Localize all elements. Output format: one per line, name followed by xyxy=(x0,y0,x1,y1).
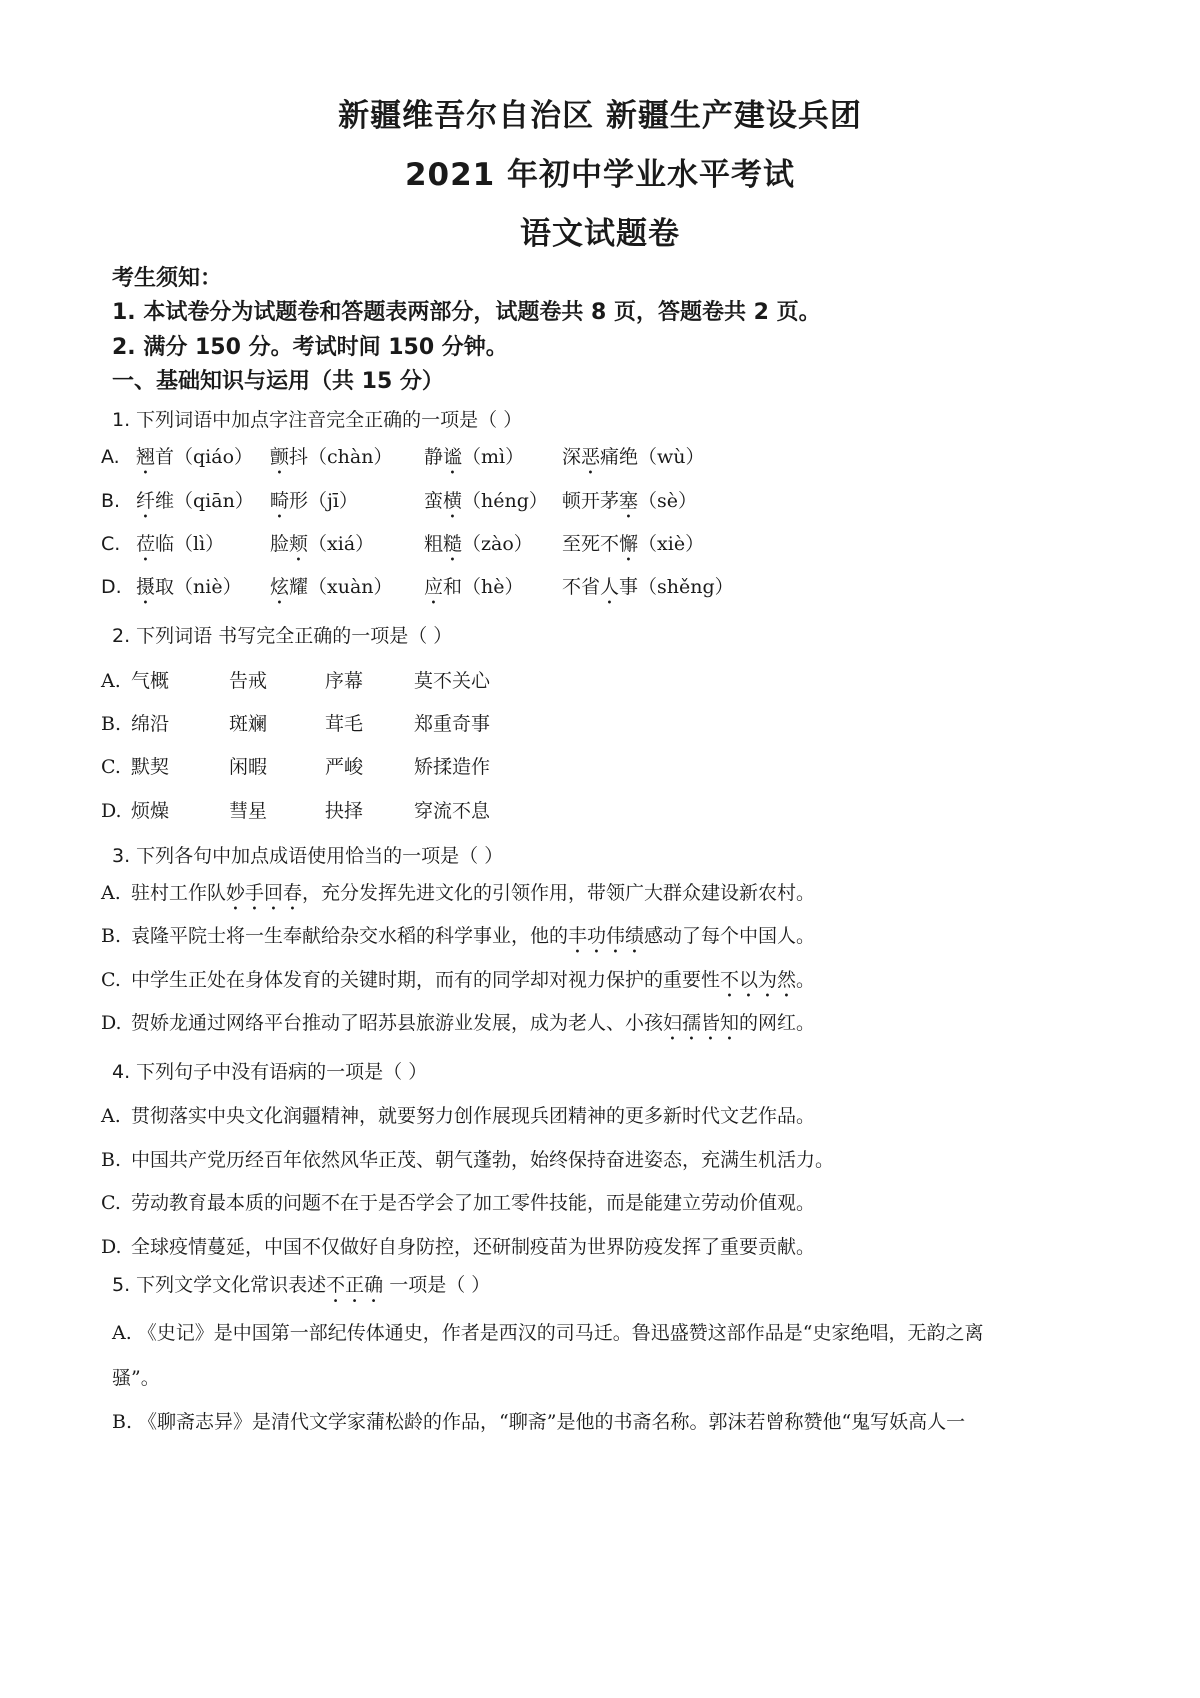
question-5-stem xyxy=(112,1270,490,1307)
question-1-option-word xyxy=(562,529,704,566)
emphasized-char: 横 xyxy=(443,490,463,512)
question-5-stem-post: 一项是（ ） xyxy=(383,1274,491,1296)
emphasized-char: 应 xyxy=(424,576,444,598)
question-1-option-letter: B. xyxy=(101,490,121,512)
emphasized-char: 人 xyxy=(600,576,620,598)
question-2-option-letter: C. xyxy=(101,756,121,778)
question-5-option-b-line-1: B. 《聊斋志异》是清代文学家蒲松龄的作品，“聊斋”是他的书斋名称。郭沫若曾称赞他“鬼写妖高人一 xyxy=(112,1411,966,1433)
emphasized-char: 炫 xyxy=(270,576,290,598)
word-prefix: 蛮 xyxy=(424,490,444,512)
word-suffix: 耀（xuàn） xyxy=(289,576,393,598)
question-3-option-letter: B. xyxy=(101,925,122,947)
emphasized-char: 糙 xyxy=(443,533,463,555)
question-4-stem xyxy=(112,1057,427,1087)
question-1-option-letter: D. xyxy=(101,576,122,598)
question-1-text: 1. 下列词语中加点字注音完全正确的一项是（ ） xyxy=(112,409,523,431)
question-2-option-word: 绵沿 xyxy=(131,713,170,735)
question-4-option-letter: B. xyxy=(101,1149,122,1171)
emphasized-char: 翘 xyxy=(136,446,156,468)
question-2-option-word: 斑斓 xyxy=(229,713,268,735)
sentence-suffix: 。 xyxy=(796,969,816,991)
question-1-option-word xyxy=(424,442,524,479)
emphasized-char: 懈 xyxy=(619,533,639,555)
question-2-option-word: 气概 xyxy=(131,670,170,692)
question-1-option-word xyxy=(270,486,358,523)
sentence-suffix: 的网红。 xyxy=(739,1012,816,1034)
question-1-option-word xyxy=(562,486,697,523)
sentence-prefix: 驻村工作队 xyxy=(131,882,227,904)
question-2-option-word: 抉择 xyxy=(325,800,364,822)
emphasized-char: 谧 xyxy=(443,446,463,468)
word-prefix: 粗 xyxy=(424,533,444,555)
sentence-prefix: 贺娇龙通过网络平台推动了昭苏县旅游业发展，成为老人、小孩 xyxy=(131,1012,664,1034)
question-3-option-text xyxy=(131,921,815,958)
question-1-option-word xyxy=(136,572,242,609)
word-suffix: （zào） xyxy=(462,533,533,555)
question-3-option-letter: C. xyxy=(101,969,121,991)
word-suffix: （mì） xyxy=(462,446,525,468)
emphasized-idiom: 妙手回春 xyxy=(226,882,303,904)
question-5-option-a-line-2: 骚”。 xyxy=(112,1367,160,1389)
word-suffix: 首（qiáo） xyxy=(155,446,254,468)
exam-title-subject: 语文试题卷 xyxy=(520,216,680,252)
emphasized-char: 恶 xyxy=(581,446,601,468)
question-4-text: 4. 下列句子中没有语病的一项是（ ） xyxy=(112,1061,428,1083)
question-3-option-text xyxy=(131,1008,815,1045)
sentence-suffix: 感动了每个中国人。 xyxy=(644,925,816,947)
notice-item-2: 2. 满分 150 分。考试时间 150 分钟。 xyxy=(112,335,508,360)
word-suffix: 痛绝（wù） xyxy=(600,446,705,468)
word-suffix: 取（niè） xyxy=(155,576,242,598)
word-suffix: （héng） xyxy=(462,490,548,512)
emphasized-idiom: 丰功伟绩 xyxy=(568,925,645,947)
question-1-option-word xyxy=(136,529,224,566)
emphasized-idiom: 妇孺皆知 xyxy=(663,1012,740,1034)
emphasized-char: 莅 xyxy=(136,533,156,555)
question-3-option-letter: A. xyxy=(101,882,121,904)
word-suffix: 形（jī） xyxy=(289,490,358,512)
word-prefix: 顿开茅 xyxy=(562,490,620,512)
exam-title-year: 2021 年初中学业水平考试 xyxy=(404,157,796,193)
question-2-option-word: 严峻 xyxy=(325,756,364,778)
question-3-option-text xyxy=(131,965,815,1002)
question-5-stem-pre: 5. 下列文学文化常识表述 xyxy=(112,1274,327,1296)
question-2-option-letter: D. xyxy=(101,800,122,822)
question-1-option-word xyxy=(136,486,254,523)
question-2-text: 2. 下列词语 书写完全正确的一项是（ ） xyxy=(112,625,453,647)
sentence-prefix: 中学生正处在身体发育的关键时期，而有的同学却对视力保护的重要性 xyxy=(131,969,721,991)
notice-item-1: 1. 本试卷分为试题卷和答题表两部分，试题卷共 8 页，答题卷共 2 页。 xyxy=(112,300,821,325)
question-1-option-word xyxy=(136,442,253,479)
sentence-prefix: 袁隆平院士将一生奉献给杂交水稻的科学事业，他的 xyxy=(131,925,569,947)
question-1-option-word xyxy=(424,486,548,523)
question-1-option-word xyxy=(270,529,374,566)
emphasized-char: 纤 xyxy=(136,490,156,512)
question-5-option-a-line-1: A. 《史记》是中国第一部纪传体通史，作者是西汉的司马迁。鲁迅盛赞这部作品是“史家绝唱，无韵之离 xyxy=(112,1322,984,1344)
question-4-option-text: 劳动教育最本质的问题不在于是否学会了加工零件技能，而是能建立劳动价值观。 xyxy=(131,1192,816,1214)
emphasized-char: 颤 xyxy=(270,446,290,468)
question-2-option-word: 序幕 xyxy=(325,670,364,692)
question-3-stem xyxy=(112,841,503,871)
question-2-option-letter: B. xyxy=(101,713,122,735)
question-1-option-word xyxy=(424,529,533,566)
word-suffix: （xiá） xyxy=(308,533,375,555)
question-2-option-word: 默契 xyxy=(131,756,170,778)
question-2-option-word: 莫不关心 xyxy=(414,670,491,692)
question-2-option-word: 穿流不息 xyxy=(414,800,491,822)
word-suffix: 临（lì） xyxy=(155,533,225,555)
emphasized-char: 颊 xyxy=(289,533,309,555)
question-3-text: 3. 下列各句中加点成语使用恰当的一项是（ ） xyxy=(112,845,504,867)
question-1-option-word xyxy=(270,442,392,479)
question-4-option-text: 全球疫情蔓延，中国不仅做好自身防控，还研制疫苗为世界防疫发挥了重要贡献。 xyxy=(131,1236,816,1258)
word-suffix: （sè） xyxy=(638,490,698,512)
emphasized-idiom: 不以为然 xyxy=(720,969,797,991)
question-4-option-letter: A. xyxy=(101,1105,121,1127)
question-2-option-word: 彗星 xyxy=(229,800,268,822)
question-2-option-word: 矫揉造作 xyxy=(414,756,491,778)
question-1-stem xyxy=(112,405,522,435)
question-4-option-letter: D. xyxy=(101,1236,122,1258)
question-1-option-word xyxy=(424,572,524,609)
question-2-option-word: 告戒 xyxy=(229,670,268,692)
sentence-suffix: ，充分发挥先进文化的引领作用，带领广大群众建设新农村。 xyxy=(302,882,816,904)
word-suffix: 事（shěng） xyxy=(619,576,734,598)
question-4-option-text: 贯彻落实中央文化润疆精神，就要努力创作展现兵团精神的更多新时代文艺作品。 xyxy=(131,1105,816,1127)
word-prefix: 深 xyxy=(562,446,582,468)
question-1-option-letter: A. xyxy=(101,446,120,468)
section-1-title: 一、基础知识与运用（共 15 分） xyxy=(112,369,444,394)
word-suffix: 和（hè） xyxy=(443,576,524,598)
question-1-option-word xyxy=(562,572,734,609)
question-3-option-letter: D. xyxy=(101,1012,122,1034)
question-1-option-letter: C. xyxy=(101,533,121,555)
question-5-stem-emphasis: 不正确 xyxy=(326,1274,384,1296)
word-suffix: （xiè） xyxy=(638,533,705,555)
question-1-option-word xyxy=(562,442,705,479)
question-2-option-letter: A. xyxy=(101,670,121,692)
question-1-option-word xyxy=(270,572,393,609)
question-4-option-letter: C. xyxy=(101,1192,121,1214)
emphasized-char: 畸 xyxy=(270,490,290,512)
word-suffix: 维（qiān） xyxy=(155,490,254,512)
question-2-option-word: 闲暇 xyxy=(229,756,268,778)
word-prefix: 脸 xyxy=(270,533,290,555)
exam-title-region: 新疆维吾尔自治区 新疆生产建设兵团 xyxy=(338,98,862,134)
question-2-option-word: 郑重奇事 xyxy=(414,713,491,735)
question-2-option-word: 茸毛 xyxy=(325,713,364,735)
word-prefix: 至死不 xyxy=(562,533,620,555)
notice-heading: 考生须知： xyxy=(112,266,223,291)
question-2-option-word: 烦燥 xyxy=(131,800,170,822)
word-prefix: 不省 xyxy=(562,576,601,598)
word-prefix: 静 xyxy=(424,446,444,468)
emphasized-char: 塞 xyxy=(619,490,639,512)
question-3-option-text xyxy=(131,878,815,915)
emphasized-char: 摄 xyxy=(136,576,156,598)
question-4-option-text: 中国共产党历经百年依然风华正茂、朝气蓬勃，始终保持奋进姿态，充满生机活力。 xyxy=(131,1149,835,1171)
question-2-stem xyxy=(112,621,452,651)
word-suffix: 抖（chàn） xyxy=(289,446,393,468)
